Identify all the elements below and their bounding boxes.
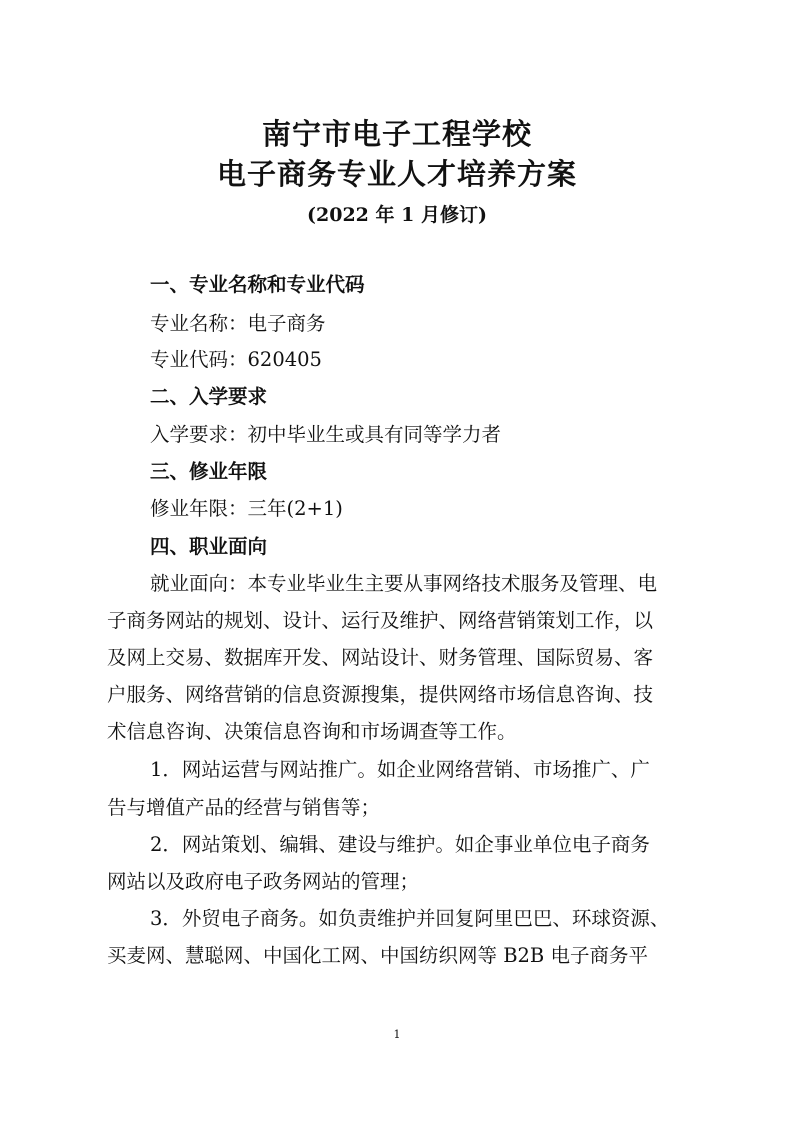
study-duration-line: 修业年限：三年(2+1) bbox=[150, 497, 343, 520]
section-heading-2: 二、入学要求 bbox=[150, 385, 268, 408]
paragraph-line: 术信息咨询、决策信息咨询和市场调查等工作。 bbox=[107, 720, 517, 743]
major-code-line: 专业代码：620405 bbox=[150, 348, 322, 371]
paragraph-line: 子商务网站的规划、设计、运行及维护、网络营销策划工作，以 bbox=[107, 609, 654, 632]
document-title-line2: 电子商务专业人才培养方案 bbox=[216, 157, 577, 191]
major-name-line: 专业名称：电子商务 bbox=[150, 312, 326, 335]
list-item-line: 网站以及政府电子政务网站的管理； bbox=[107, 870, 420, 893]
paragraph-line: 户服务、网络营销的信息资源搜集，提供网络市场信息咨询、技 bbox=[107, 683, 654, 706]
list-item-line: 买麦网、慧聪网、中国化工网、中国纺织网等 B2B 电子商务平 bbox=[107, 944, 648, 967]
list-item-line: 1．网站运营与网站推广。如企业网络营销、市场推广、广 bbox=[150, 758, 650, 781]
list-item-line: 3．外贸电子商务。如负责维护并回复阿里巴巴、环球资源、 bbox=[150, 907, 670, 930]
document-title-line1: 南宁市电子工程学校 bbox=[261, 117, 532, 151]
list-item-line: 2．网站策划、编辑、建设与维护。如企事业单位电子商务 bbox=[150, 833, 650, 856]
paragraph-line: 及网上交易、数据库开发、网站设计、财务管理、国际贸易、客 bbox=[107, 646, 654, 669]
section-heading-4: 四、职业面向 bbox=[150, 535, 268, 558]
revision-subtitle: (2022 年 1 月修订) bbox=[307, 204, 487, 226]
list-item-line: 告与增值产品的经营与销售等； bbox=[107, 796, 381, 819]
section-heading-3: 三、修业年限 bbox=[150, 460, 268, 483]
admission-requirement-line: 入学要求：初中毕业生或具有同等学力者 bbox=[150, 423, 502, 446]
paragraph-line: 就业面向：本专业毕业生主要从事网络技术服务及管理、电 bbox=[150, 572, 658, 595]
page-number: 1 bbox=[393, 1028, 401, 1041]
section-heading-1: 一、专业名称和专业代码 bbox=[150, 273, 365, 296]
